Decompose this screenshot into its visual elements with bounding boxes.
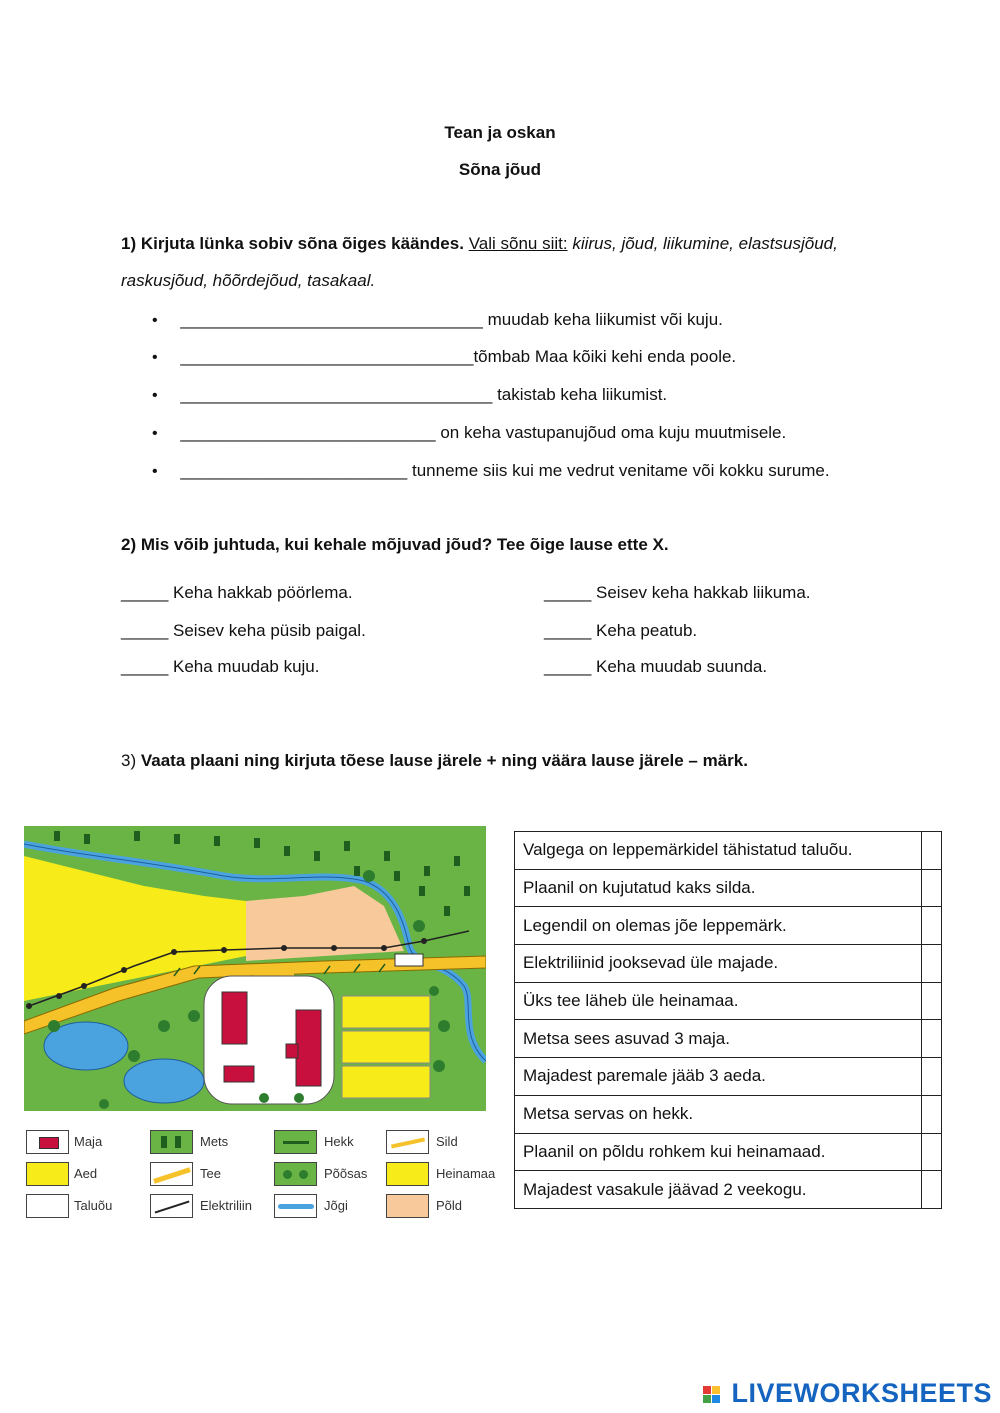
house: [286, 1044, 298, 1058]
logo-text: LIVEWORKSHEETS: [731, 1378, 992, 1408]
table-row: [515, 832, 942, 870]
legend-swatch-hekk: [274, 1130, 317, 1154]
house: [222, 992, 247, 1044]
q2-option[interactable]: _____ Keha muudab suunda.: [544, 657, 768, 676]
legend-label: Elektriliin: [200, 1198, 253, 1213]
legend-label: Taluõu: [74, 1198, 113, 1213]
legend-label: Hekk: [324, 1134, 354, 1149]
answer-box[interactable]: [922, 1171, 942, 1209]
table-row: [515, 982, 942, 1020]
legend-label: Põld: [436, 1198, 463, 1213]
answer-box[interactable]: [922, 1095, 942, 1133]
q1-item: [152, 384, 667, 407]
q1-blank[interactable]: _________________________________: [180, 385, 493, 404]
q1-item-text: tõmbab Maa kõiki kehi enda poole.: [473, 347, 737, 366]
answer-box[interactable]: [922, 907, 942, 945]
bridge: [395, 954, 423, 966]
q1-item-text: on keha vastupanujõud oma kuju muutmisele.: [435, 423, 787, 442]
statement: Legendil on olemas jõe leppemärk.: [515, 907, 922, 945]
bullet: •: [152, 312, 158, 329]
legend-label: Põõsas: [324, 1166, 368, 1181]
table-row: [515, 1095, 942, 1133]
legend-swatch-taluou: [26, 1194, 69, 1218]
legend-swatch-elektriliin: [150, 1194, 193, 1218]
pond: [124, 1059, 204, 1103]
legend-swatch-mets: [150, 1130, 193, 1154]
legend-swatch-heinamaa: [386, 1162, 429, 1186]
bullet: •: [152, 463, 158, 480]
page-subtitle: Sõna jõud: [458, 160, 542, 179]
q1-words-line1: kiirus, jõud, liikumine, elastsusjõud,: [572, 234, 838, 253]
legend-swatch-aed: [26, 1162, 69, 1186]
q1-item: [152, 346, 736, 369]
legend-label: Aed: [74, 1166, 98, 1181]
bullet: •: [152, 349, 158, 366]
q3-prompt: Vaata plaani ning kirjuta tõese lause järele + ning väära lause järele – märk.: [140, 751, 748, 770]
legend-swatch-pold: [386, 1194, 429, 1218]
q1-blank[interactable]: ________________________________: [180, 310, 483, 329]
q2-option[interactable]: _____ Keha hakkab pöörlema.: [121, 583, 353, 602]
q2-option[interactable]: _____ Seisev keha püsib paigal.: [121, 621, 366, 640]
answer-box[interactable]: [922, 1133, 942, 1171]
logo-icon: [703, 1386, 723, 1404]
statement: Plaanil on kujutatud kaks silda.: [515, 869, 922, 907]
table-row: [515, 1133, 942, 1171]
table-row: [515, 1058, 942, 1096]
legend-label: Tee: [200, 1166, 221, 1181]
q1-words-line2: raskusjõud, hõõrdejõud, tasakaal.: [121, 271, 376, 290]
legend-label: Sild: [436, 1134, 458, 1149]
q1-prompt-line: [121, 233, 838, 255]
q1-blank[interactable]: _______________________________: [180, 347, 474, 366]
answer-box[interactable]: [922, 869, 942, 907]
legend-swatch-jogi: [274, 1194, 317, 1218]
farm-map: [24, 826, 486, 1111]
answer-box[interactable]: [922, 945, 942, 983]
statement: Plaanil on põldu rohkem kui heinamaad.: [515, 1133, 922, 1171]
legend-swatch-poosas: [274, 1162, 317, 1186]
legend-label: Mets: [200, 1134, 229, 1149]
q1-blank[interactable]: ________________________: [180, 461, 408, 480]
page-title: Tean ja oskan: [444, 123, 556, 142]
garden: [342, 996, 430, 1028]
table-row: [515, 1020, 942, 1058]
q2-prompt: 2) Mis võib juhtuda, kui kehale mõjuvad jõud? Tee õige lause ette X.: [121, 535, 669, 554]
q1-prompt: 1) Kirjuta lünka sobiv sõna õiges käändes.: [121, 234, 464, 253]
table-row: [515, 907, 942, 945]
house: [224, 1066, 254, 1082]
q2-option[interactable]: _____ Seisev keha hakkab liikuma.: [544, 583, 811, 602]
table-row: [515, 869, 942, 907]
statement: Valgega on leppemärkidel tähistatud taluõu.: [515, 832, 922, 870]
bullet: •: [152, 387, 158, 404]
q1-item-text: muudab keha liikumist või kuju.: [482, 310, 723, 329]
statement: Metsa sees asuvad 3 maja.: [515, 1020, 922, 1058]
statements-table: [514, 831, 942, 1209]
q2-option[interactable]: _____ Keha peatub.: [544, 621, 698, 640]
statement: Majadest paremale jääb 3 aeda.: [515, 1058, 922, 1096]
q1-item: [152, 309, 723, 332]
answer-box[interactable]: [922, 832, 942, 870]
q1-item: [152, 422, 786, 445]
q1-item-text: tunneme siis kui me vedrut venitame või kokku surume.: [407, 461, 830, 480]
garden: [342, 1031, 430, 1063]
liveworksheets-logo[interactable]: [703, 1378, 992, 1409]
legend-swatch-maja: [26, 1130, 69, 1154]
statement: Majadest vasakule jäävad 2 veekogu.: [515, 1171, 922, 1209]
house: [296, 1010, 321, 1086]
bullet: •: [152, 425, 158, 442]
legend-label: Maja: [74, 1134, 103, 1149]
statement: Üks tee läheb üle heinamaa.: [515, 982, 922, 1020]
q1-item-text: takistab keha liikumist.: [492, 385, 668, 404]
legend-swatch-tee: [150, 1162, 193, 1186]
answer-box[interactable]: [922, 1020, 942, 1058]
answer-box[interactable]: [922, 1058, 942, 1096]
statement: Elektriliinid jooksevad üle majade.: [515, 945, 922, 983]
q3-prompt-line: [121, 750, 748, 772]
answer-box[interactable]: [922, 982, 942, 1020]
legend-label: Heinamaa: [436, 1166, 496, 1181]
q2-option[interactable]: _____ Keha muudab kuju.: [121, 657, 320, 676]
garden: [342, 1066, 430, 1098]
map-legend: [24, 1128, 504, 1228]
q1-item: [152, 460, 830, 483]
q3-number: 3): [121, 751, 137, 770]
legend-swatch-sild: [386, 1130, 429, 1154]
q1-hint-label: Vali sõnu siit:: [468, 234, 568, 253]
table-row: [515, 1171, 942, 1209]
legend-label: Jõgi: [324, 1198, 348, 1213]
statement: Metsa servas on hekk.: [515, 1095, 922, 1133]
q1-blank[interactable]: ___________________________: [180, 423, 436, 442]
table-row: [515, 945, 942, 983]
